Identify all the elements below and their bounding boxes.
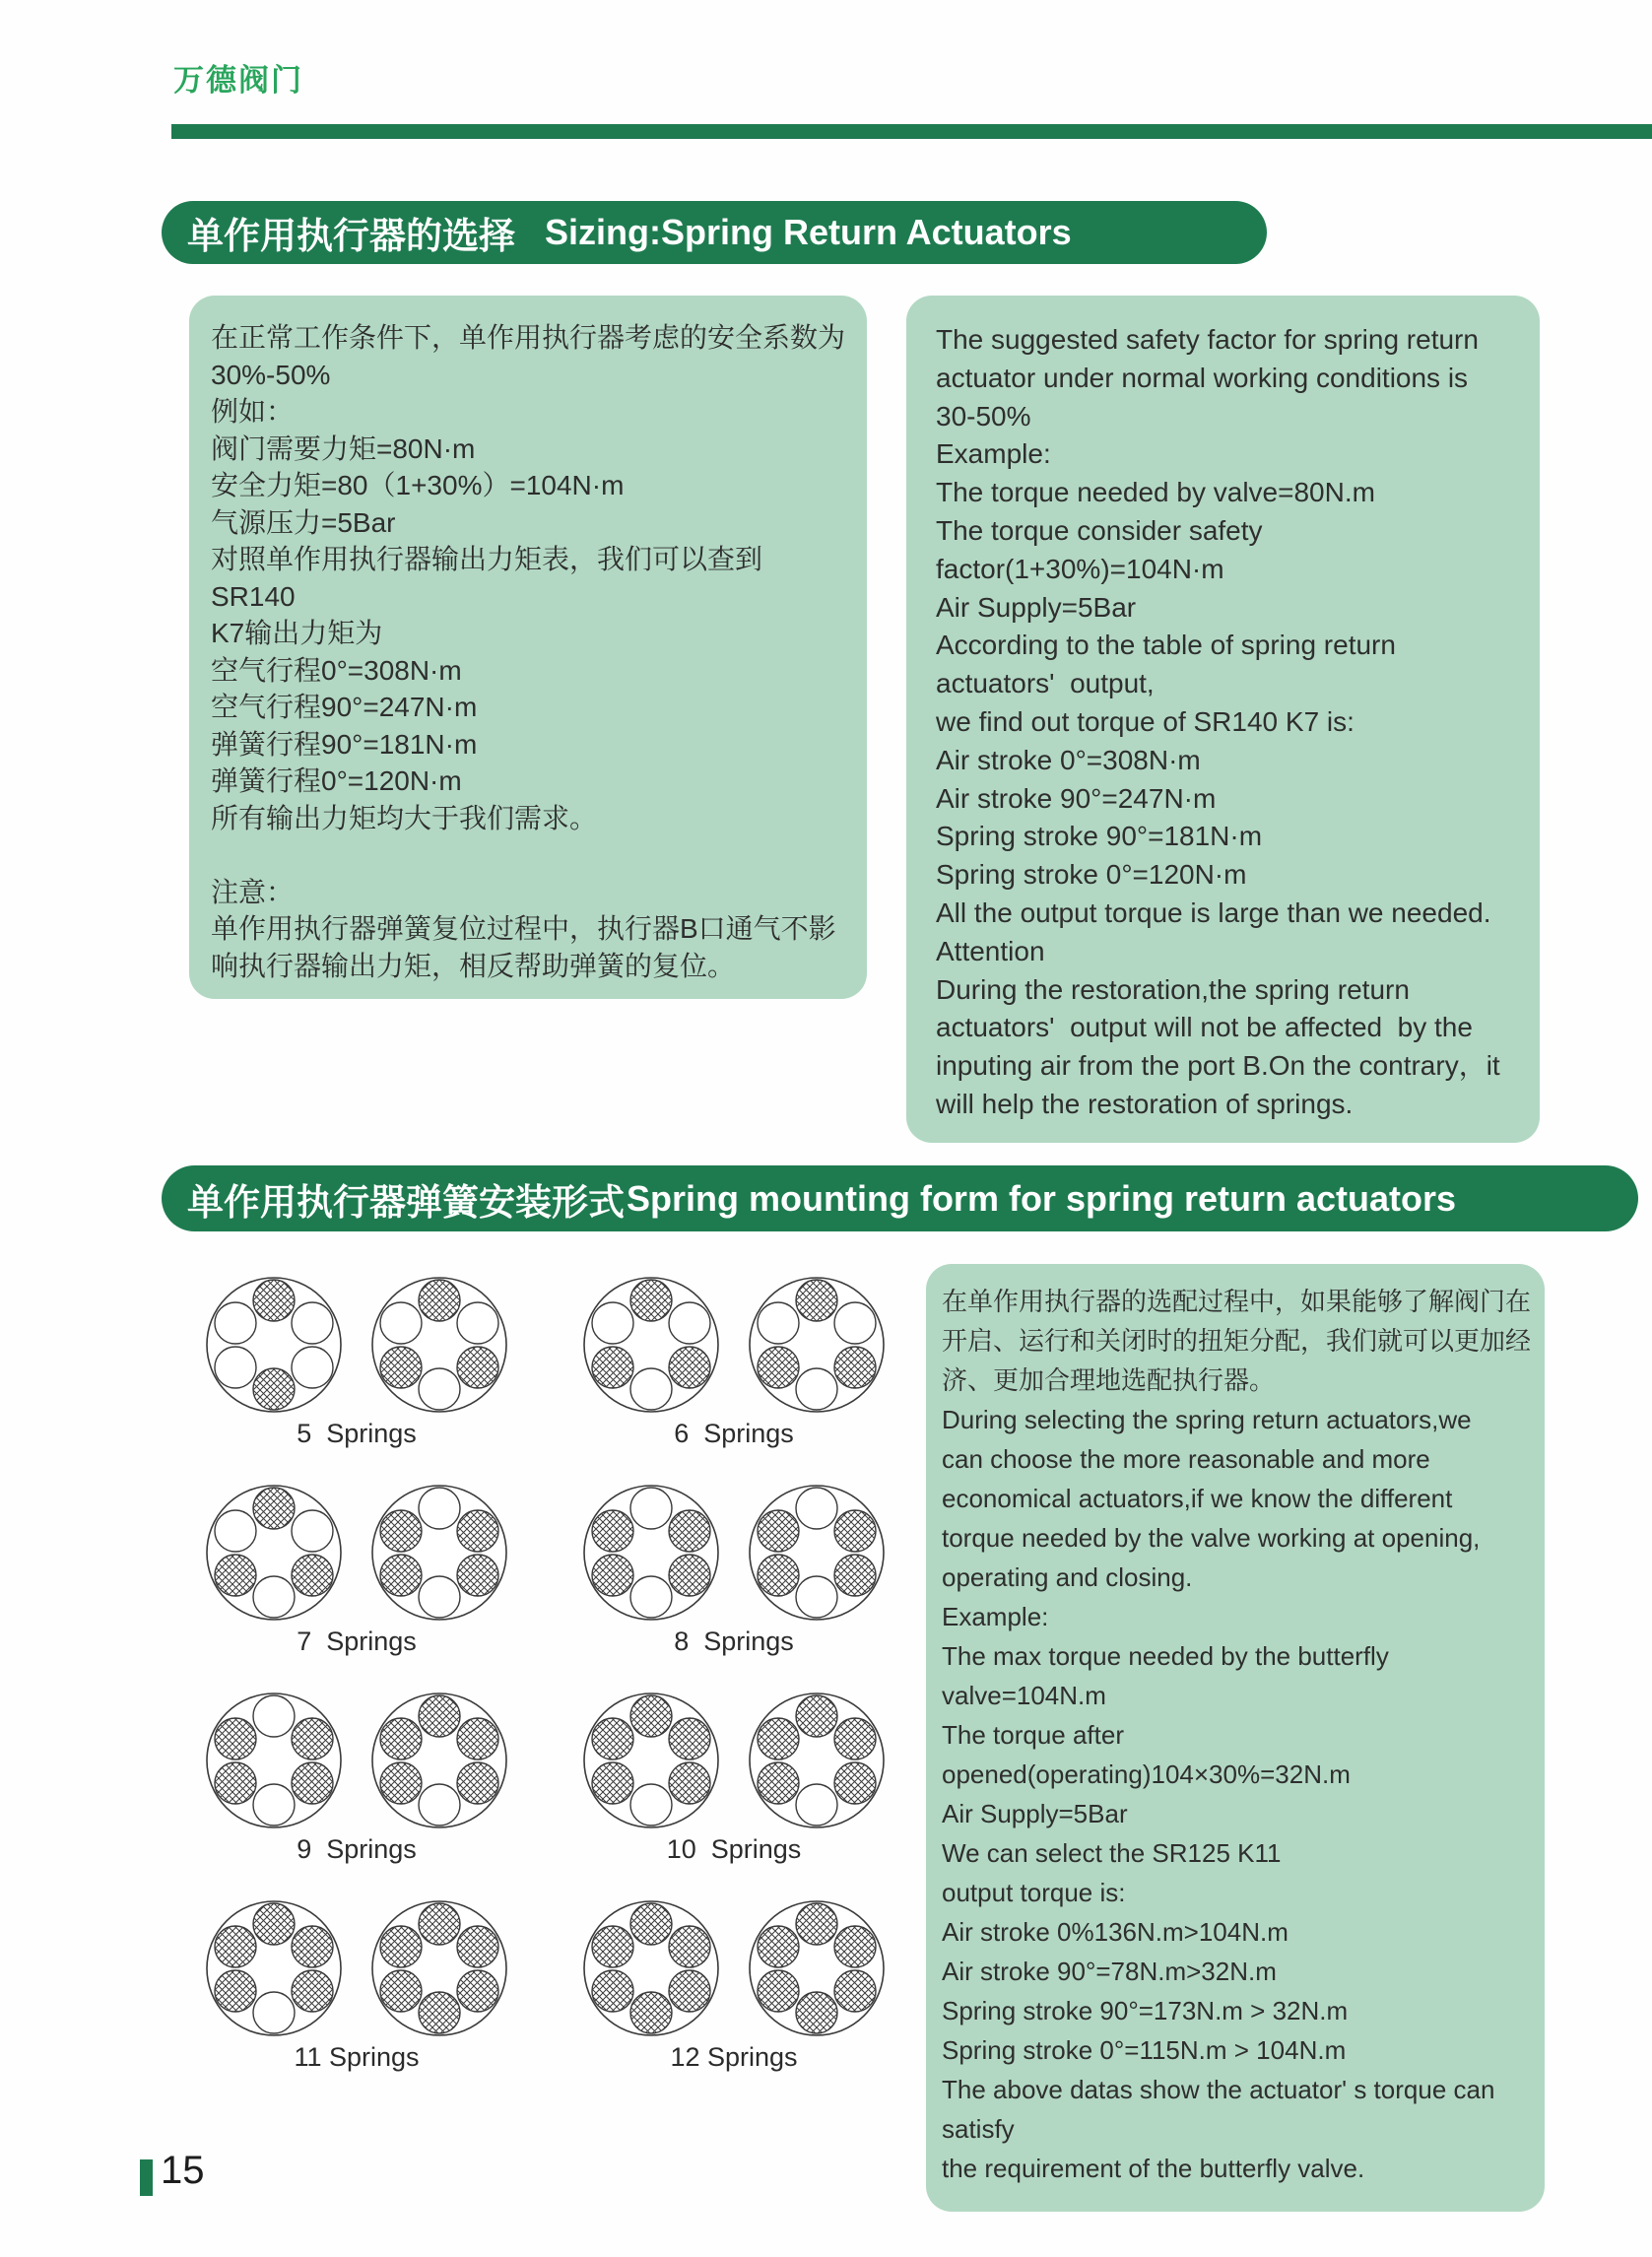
text-line: will help the restoration of springs.	[936, 1088, 1354, 1119]
spring-pair-label: 8 Springs	[674, 1626, 794, 1656]
sizing-info-box-english	[906, 296, 1540, 1143]
spring-pair-label: 7 Springs	[297, 1626, 417, 1656]
text-line: 济、更加合理地选配执行器。	[942, 1365, 1276, 1395]
text-line: 单作用执行器弹簧复位过程中，执行器B口通气不影	[211, 913, 836, 944]
text-line: 开启、运行和关闭时的扭矩分配，我们就可以更加经	[942, 1326, 1532, 1356]
text-line: 阀门需要力矩=80N·m	[211, 432, 476, 464]
actuator-cap-diagram	[370, 1689, 508, 1832]
actuator-cap-diagram	[582, 1689, 720, 1832]
actuator-cap-diagram	[748, 1273, 886, 1417]
text-line: can choose the more reasonable and more	[942, 1444, 1430, 1474]
spring-pair	[205, 1273, 508, 1449]
text-line: 气源压力=5Bar	[211, 506, 396, 538]
actuator-cap-diagram	[205, 1481, 343, 1625]
actuator-cap-diagram	[748, 1481, 886, 1625]
text-line: 在单作用执行器的选配过程中，如果能够了解阀门在	[942, 1287, 1532, 1316]
text-line: We can select the SR125 K11	[942, 1838, 1282, 1868]
text-line: According to the table of spring return	[936, 630, 1396, 661]
text-line: Air stroke 90°=78N.m>32N.m	[942, 1957, 1277, 1986]
text-line: 例如：	[211, 396, 295, 427]
text-line: 空气行程90°=247N·m	[211, 692, 478, 722]
text-line: SR140	[211, 580, 296, 612]
text-line: 空气行程0°=308N·m	[211, 654, 462, 686]
brand-text: 万德阀门	[173, 63, 303, 98]
text-line: 弹簧行程90°=181N·m	[211, 728, 478, 760]
section1-banner	[162, 201, 1267, 264]
actuator-cap-diagram	[370, 1273, 508, 1417]
spring-pair	[582, 1273, 886, 1449]
text-line: 安全力矩=80（1+30%）=104N·m	[211, 470, 625, 500]
section1-title-en: Sizing:Spring Return Actuators	[545, 212, 1072, 252]
text-line: Attention	[936, 935, 1045, 966]
section2-title-zh: 单作用执行器弹簧安装形式	[187, 1181, 625, 1223]
section2-banner	[162, 1165, 1638, 1231]
actuator-cap-diagram	[205, 1689, 343, 1832]
text-line: actuators' output,	[936, 668, 1155, 699]
spring-pair-label: 11 Springs	[294, 2042, 420, 2072]
text-line: 所有输出力矩均大于我们需求。	[211, 802, 598, 833]
spring-diagram-area	[148, 1273, 902, 2104]
spring-pair-circles	[582, 1689, 886, 1832]
text-line: satisfy	[942, 2114, 1015, 2144]
section1-title-zh: 单作用执行器的选择	[187, 216, 515, 256]
text-line: 响执行器输出力矩，相反帮助弹簧的复位。	[211, 950, 736, 981]
text-line: Spring stroke 0°=115N.m > 104N.m	[942, 2035, 1347, 2065]
spring-pair	[582, 1689, 886, 1865]
text-line: During the restoration,the spring return	[936, 973, 1410, 1005]
text-line: The torque after	[942, 1720, 1124, 1750]
spring-pair	[205, 1481, 508, 1657]
text-line: The torque consider safety	[936, 514, 1263, 546]
actuator-cap-diagram	[582, 1896, 720, 2040]
actuator-cap-diagram	[205, 1273, 343, 1417]
page-number-marker	[140, 2159, 153, 2196]
text-line: Air Supply=5Bar	[942, 1799, 1128, 1828]
spring-selection-info-box	[926, 1264, 1545, 2212]
actuator-cap-diagram	[582, 1273, 720, 1417]
text-line: operating and closing.	[942, 1562, 1193, 1592]
text-line: Spring stroke 0°=120N·m	[936, 859, 1247, 891]
spring-pair-circles	[205, 1481, 508, 1625]
spring-pair-label: 10 Springs	[666, 1834, 802, 1864]
spring-pair	[582, 1896, 886, 2073]
spring-pair-label: 9 Springs	[297, 1834, 417, 1864]
spring-pair-label: 5 Springs	[297, 1419, 417, 1448]
spring-pair-circles	[582, 1273, 886, 1417]
text-line: Air stroke 90°=247N·m	[936, 782, 1217, 814]
text-line: Spring stroke 90°=173N.m > 32N.m	[942, 1996, 1349, 2025]
spring-pair-label: 12 Springs	[670, 2042, 798, 2072]
spring-pair-circles	[205, 1689, 508, 1832]
text-line: During selecting the spring return actuators,we	[942, 1405, 1472, 1434]
text-line: opened(operating)104×30%=32N.m	[942, 1759, 1351, 1789]
text-line: The above datas show the actuator' s torque can	[942, 2075, 1495, 2104]
text-line: the requirement of the butterfly valve.	[942, 2154, 1365, 2183]
actuator-cap-diagram	[748, 1689, 886, 1832]
text-line: Air stroke 0°=308N·m	[936, 744, 1201, 775]
text-line: torque needed by the valve working at opening,	[942, 1523, 1481, 1553]
text-line: valve=104N.m	[942, 1681, 1106, 1710]
actuator-cap-diagram	[748, 1896, 886, 2040]
text-line: 对照单作用执行器输出力矩表，我们可以查到	[211, 544, 763, 574]
text-line: actuator under normal working conditions is	[936, 362, 1469, 393]
actuator-cap-diagram	[205, 1896, 343, 2040]
spring-pair	[205, 1689, 508, 1865]
text-line: 30%-50%	[211, 359, 331, 390]
spring-pair-label: 6 Springs	[674, 1419, 794, 1448]
actuator-cap-diagram	[370, 1896, 508, 2040]
text-line: Example:	[936, 438, 1051, 470]
text-line: factor(1+30%)=104N·m	[936, 553, 1224, 584]
text-line: K7输出力矩为	[211, 618, 383, 648]
spring-pair-circles	[582, 1481, 886, 1625]
text-line: Example:	[942, 1602, 1049, 1631]
spring-pair-circles	[205, 1896, 508, 2040]
actuator-cap-diagram	[582, 1481, 720, 1625]
actuator-cap-diagram	[370, 1481, 508, 1625]
text-line: The max torque needed by the butterfly	[942, 1641, 1389, 1671]
spring-pair	[582, 1481, 886, 1657]
sizing-info-box-chinese	[189, 296, 867, 999]
header-rule	[171, 124, 1652, 139]
page-number: 15	[161, 2149, 205, 2192]
text-line: Air stroke 0%136N.m>104N.m	[942, 1917, 1289, 1947]
text-line: we find out torque of SR140 K7 is:	[936, 705, 1355, 737]
text-line: Air Supply=5Bar	[936, 591, 1137, 623]
text-line: The torque needed by valve=80N.m	[936, 477, 1375, 508]
text-line: actuators' output will not be affected by the	[936, 1012, 1473, 1043]
text-line: Spring stroke 90°=181N·m	[936, 821, 1263, 852]
spring-pair-circles	[582, 1896, 886, 2040]
text-line: 弹簧行程0°=120N·m	[211, 765, 462, 796]
spring-pair	[205, 1896, 508, 2073]
text-line: output torque is:	[942, 1878, 1126, 1907]
text-line: All the output torque is large than we needed.	[936, 896, 1491, 928]
text-line: economical actuators,if we know the different	[942, 1484, 1453, 1513]
text-line: 在正常工作条件下，单作用执行器考虑的安全系数为	[211, 322, 846, 353]
text-line: 注意：	[211, 876, 295, 907]
text-line: inputing air from the port B.On the contrary，it	[936, 1050, 1500, 1082]
spring-pair-circles	[205, 1273, 508, 1417]
text-line: 30-50%	[936, 400, 1031, 431]
section2-title-en: Spring mounting form for spring return actuators	[627, 1177, 1457, 1219]
text-line	[211, 836, 855, 874]
text-line: The suggested safety factor for spring return	[936, 324, 1479, 355]
